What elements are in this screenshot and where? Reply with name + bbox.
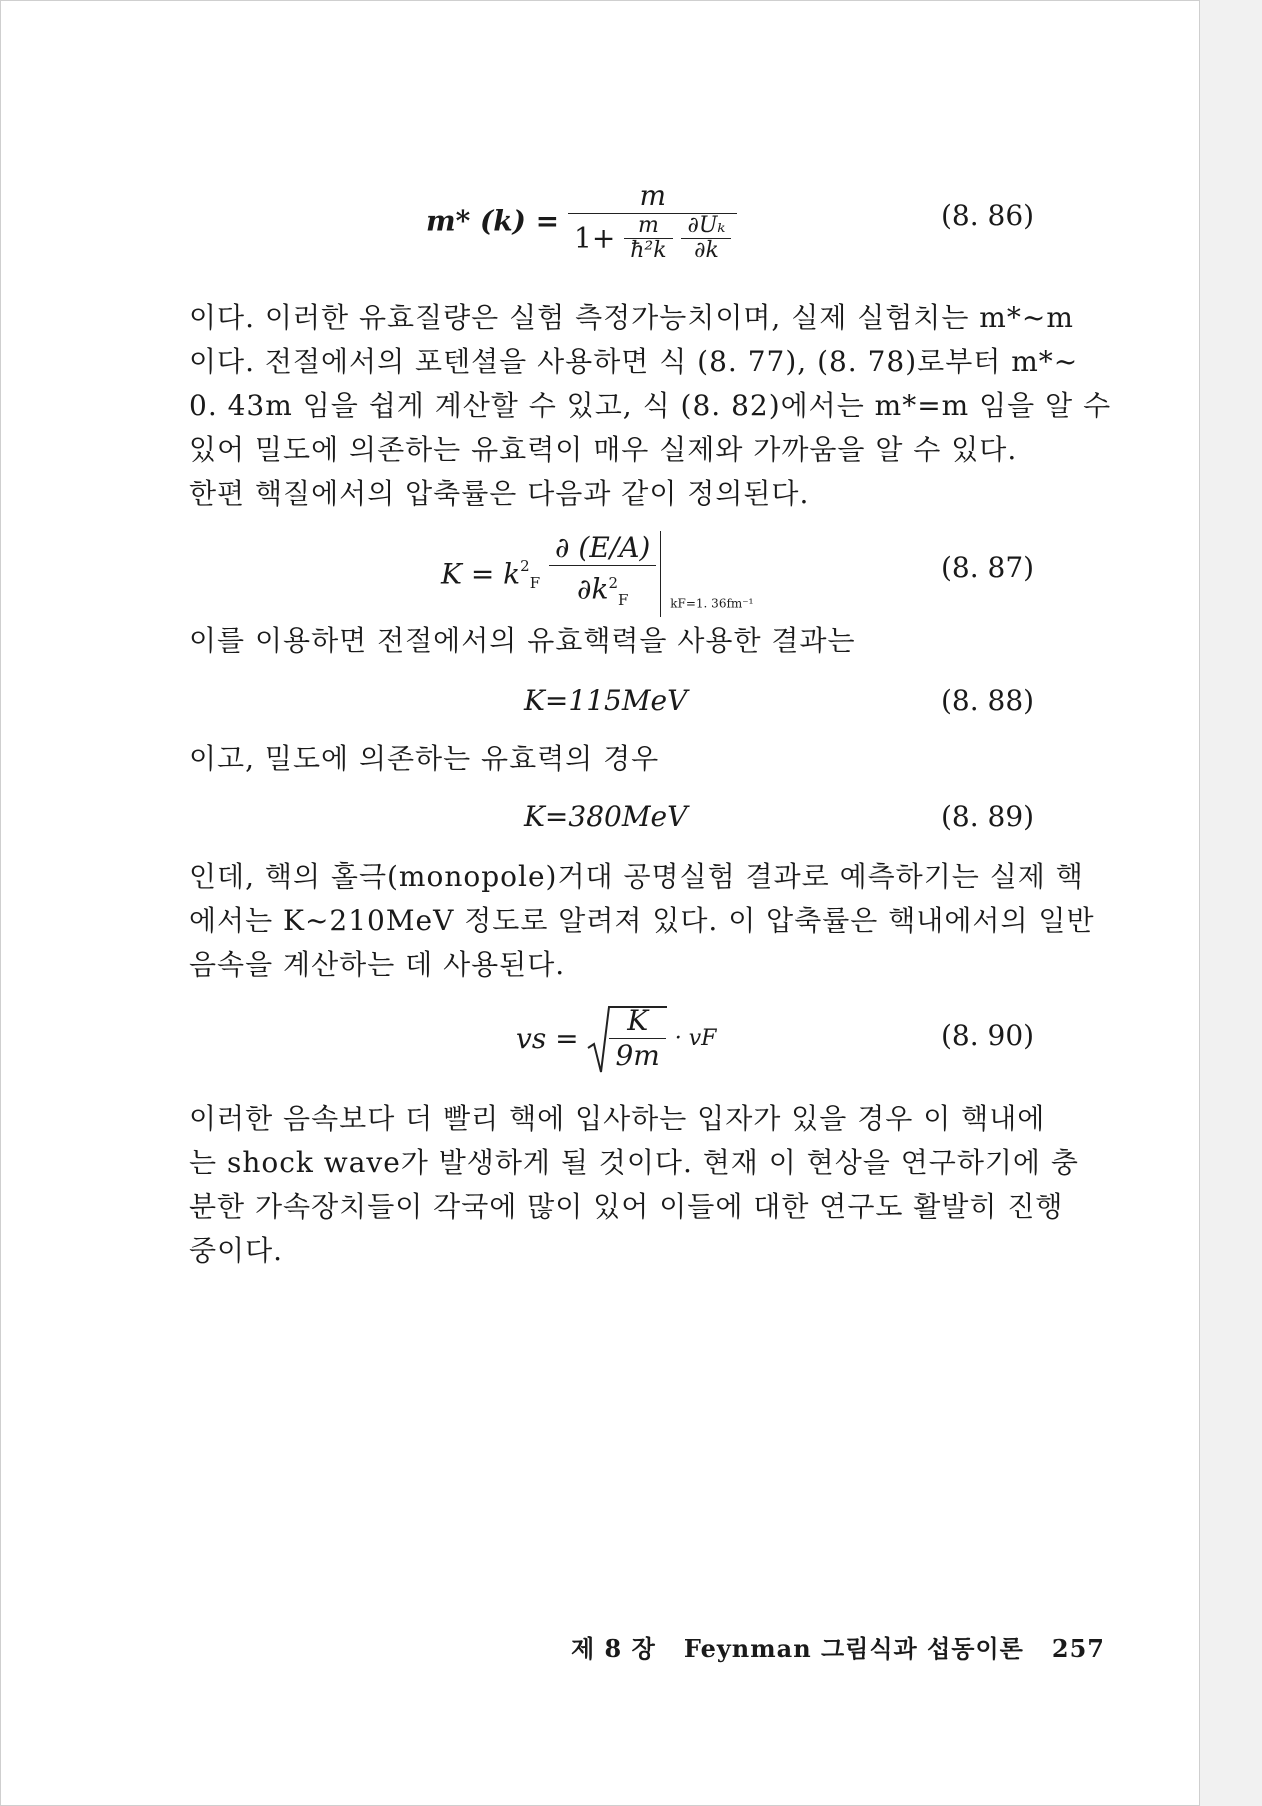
eq87-lhs: K = k bbox=[441, 557, 521, 591]
equation-8-88: K=115MeV bbox=[524, 684, 688, 717]
equation-8-87 bbox=[441, 531, 753, 617]
text-line: 는 shock wave가 발생하게 될 것이다. 현재 이 현상을 연구하기에 충 bbox=[189, 1146, 1079, 1179]
paragraph-compressibility-result bbox=[189, 619, 1044, 663]
eq87-lhs-sub: F bbox=[529, 574, 541, 593]
text-line: 이다. 전절에서의 포텐셜을 사용하면 식 (8. 77), (8. 78)로부터 m*~ bbox=[189, 345, 1079, 378]
eq86-denom-one: 1+ bbox=[574, 221, 616, 255]
paragraph-effective-mass bbox=[189, 296, 1112, 516]
eq87-frac-num: ∂ (E/A) bbox=[549, 531, 656, 566]
sqrt-sign-icon bbox=[587, 1004, 667, 1076]
eq90-frac-num: K bbox=[609, 1004, 665, 1039]
text-line: 중이다. bbox=[189, 1234, 284, 1267]
eq87-frac-den-sup: 2 bbox=[608, 574, 618, 592]
paragraph-shock-wave bbox=[189, 1097, 1079, 1273]
page-footer bbox=[571, 1629, 1105, 1664]
paragraph-monopole bbox=[189, 855, 1095, 987]
eq90-tail: · vF bbox=[674, 1026, 717, 1051]
equation-number-8-88: (8. 88) bbox=[941, 684, 1035, 717]
text-line: 음속을 계산하는 데 사용된다. bbox=[189, 948, 566, 981]
eq90-lhs: vs = bbox=[516, 1022, 579, 1055]
page-number: 257 bbox=[1051, 1634, 1106, 1663]
paragraph-density-dependent bbox=[189, 737, 1044, 781]
text-line: 인데, 핵의 홀극(monopole)거대 공명실험 결과로 예측하기는 실제 핵 bbox=[189, 860, 1084, 893]
text-line: 있어 밀도에 의존하는 유효력이 매우 실제와 가까움을 알 수 있다. bbox=[189, 433, 1018, 466]
equation-number-8-90: (8. 90) bbox=[941, 1019, 1035, 1052]
footer-title: Feynman 그림식과 섭동이론 bbox=[683, 1634, 1024, 1663]
eq86-lhs: m* (k) = bbox=[426, 204, 560, 238]
equation-number-8-87: (8. 87) bbox=[941, 551, 1035, 584]
text-line: 이고, 밀도에 의존하는 유효력의 경우 bbox=[189, 742, 660, 775]
equation-number-8-86: (8. 86) bbox=[941, 199, 1035, 232]
text-line: 0. 43m 임을 쉽게 계산할 수 있고, 식 (8. 82)에서는 m*=m 임을 알 수 bbox=[189, 389, 1112, 422]
text-line: 이다. 이러한 유효질량은 실험 측정가능치이며, 실제 실험치는 m*~m bbox=[189, 301, 1074, 334]
equation-8-90 bbox=[516, 1004, 716, 1073]
eq86-numerator: m bbox=[568, 179, 737, 214]
eq86-denominator bbox=[568, 214, 737, 263]
eq86-fraction bbox=[568, 179, 737, 263]
eq86-denom-frac-num: m bbox=[624, 214, 672, 239]
eq87-frac-den-sub: F bbox=[617, 590, 629, 609]
eq87-frac-den-wrap bbox=[549, 566, 656, 617]
text-line: 이러한 음속보다 더 빨리 핵에 입사하는 입자가 있을 경우 이 핵내에 bbox=[189, 1102, 1046, 1135]
text-line: 분한 가속장치들이 각국에 많이 있어 이들에 대한 연구도 활발히 진행 bbox=[189, 1190, 1064, 1223]
eq86-deriv-den: ∂k bbox=[694, 238, 719, 263]
text-line: 에서는 K~210MeV 정도로 알려져 있다. 이 압축률은 핵내에서의 일반 bbox=[189, 904, 1095, 937]
footer-chapter: 제 8 장 bbox=[571, 1634, 656, 1663]
eq90-sqrt bbox=[587, 1004, 665, 1073]
eq87-evaluation: kF=1. 36fm⁻¹ bbox=[670, 596, 754, 611]
eq87-lhs-sup: 2 bbox=[520, 557, 530, 576]
eq90-frac-den: 9m bbox=[615, 1039, 660, 1072]
equation-number-8-89: (8. 89) bbox=[941, 800, 1035, 833]
scan-margin bbox=[1200, 0, 1262, 1806]
eq87-fraction bbox=[549, 531, 661, 617]
eq86-denom-frac-den: ħ²k bbox=[630, 238, 667, 263]
equation-8-89: K=380MeV bbox=[524, 800, 688, 833]
text-line: 한편 핵질에서의 압축률은 다음과 같이 정의된다. bbox=[189, 477, 810, 510]
eq86-denom-frac bbox=[624, 214, 672, 263]
equation-8-86 bbox=[426, 179, 737, 263]
eq87-frac-den: ∂k bbox=[576, 572, 609, 606]
eq86-deriv-num: ∂Uₖ bbox=[681, 214, 731, 239]
text-line: 이를 이용하면 전절에서의 유효핵력을 사용한 결과는 bbox=[189, 624, 856, 657]
eq86-derivative bbox=[681, 214, 731, 263]
